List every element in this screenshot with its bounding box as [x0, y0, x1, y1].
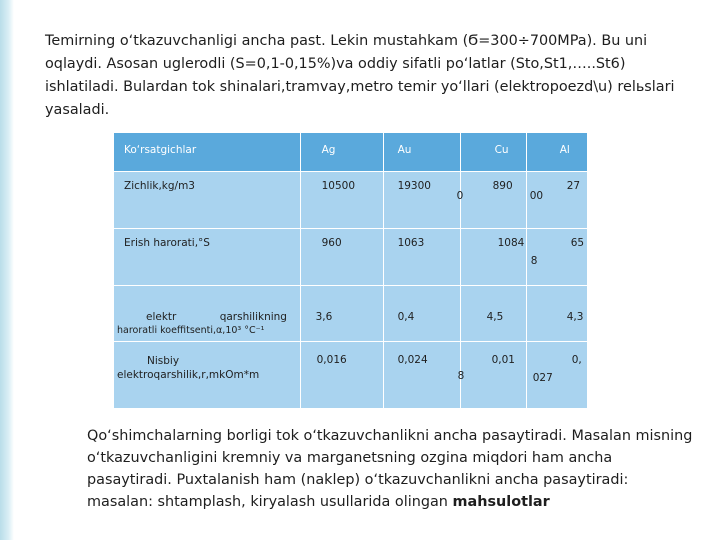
- outro-bold-word: mahsulotlar: [452, 494, 550, 510]
- density-cu-part1: 890: [492, 180, 513, 192]
- thermal-label-line1: elektr qarshilikning: [146, 311, 287, 323]
- melting-ag: 960: [321, 237, 342, 249]
- melting-label: Erish harorati,°S: [124, 237, 210, 249]
- melting-al-part1: 65: [570, 237, 585, 249]
- outro-paragraph: [87, 425, 697, 513]
- header-au: Au: [397, 144, 412, 156]
- resistivity-cu-part1: 0,01: [491, 354, 515, 366]
- thermal-al: 4,3: [566, 311, 584, 323]
- decorative-left-stripe: [0, 0, 14, 540]
- resistivity-label: [117, 354, 259, 382]
- resistivity-label-line2: elektroqarshilik,r,mkOm*m: [117, 369, 260, 381]
- table-row-melting: [114, 229, 588, 286]
- density-ag: 10500: [321, 180, 356, 192]
- header-properties: Ko‘rsatgichlar: [124, 144, 197, 156]
- density-cu-part2: 0: [456, 190, 464, 202]
- resistivity-al-part2: 027: [532, 372, 553, 384]
- table-header-row: [114, 133, 588, 172]
- density-al-part1: 27: [566, 180, 581, 192]
- thermal-ag: 3,6: [315, 311, 333, 323]
- thermal-label: [117, 311, 287, 337]
- resistivity-al-part1: 0,: [571, 354, 582, 366]
- outro-text: Qo‘shimchalarning borligi tok o‘tkazuvchanlikni ancha pasaytiradi. Masalan misning o‘tkazuvchanligini kremniy va marganetsning ozgina miqdori ham ancha pasaytiradi. Puxtalanish ham (naklep) o‘tkazuvchanlikni ancha pasaytiradi: masalan: shtamplash, kiryalash usullarida olingan: [87, 428, 693, 510]
- density-al-part2: 00: [529, 190, 544, 202]
- resistivity-cu-part2: 8: [457, 370, 465, 382]
- thermal-cu: 4,5: [486, 311, 504, 323]
- density-au: 19300: [397, 180, 431, 192]
- header-cu: Cu: [494, 144, 509, 156]
- table-row-density: [114, 172, 588, 229]
- melting-al-part2: 8: [530, 255, 538, 267]
- density-label: Zichlik,kg/m3: [124, 180, 195, 192]
- thermal-label-line2: haroratli koeffitsenti,α,10³ °C⁻¹: [117, 325, 265, 336]
- thermal-au: 0,4: [397, 311, 415, 323]
- resistivity-ag: 0,016: [316, 354, 347, 366]
- table-row-resistivity: [114, 342, 588, 409]
- header-al: Al: [559, 144, 570, 156]
- intro-paragraph: Temirning o‘tkazuvchanligi ancha past. Lekin mustahkam (Ϭ=300÷700MPa). Bu uni oqlaydi. Asosan uglerodli (S=0,1-0,15%)va oddiy sifatli po‘latlar (Sto,St1,…..St6) ishlatiladi. Bulardan tok shinalari,tramvay,metro temir yo‘llari (elektropoezd\u) relьslari yasaladi.: [45, 33, 675, 118]
- properties-table: [113, 132, 588, 408]
- header-ag: Ag: [321, 144, 336, 156]
- resistivity-au: 0,024: [397, 354, 428, 366]
- table-row-thermal-coefficient: [114, 286, 588, 342]
- melting-au: 1063: [397, 237, 425, 249]
- melting-cu: 1084: [497, 237, 525, 249]
- resistivity-label-line1: Nisbiy: [147, 355, 180, 367]
